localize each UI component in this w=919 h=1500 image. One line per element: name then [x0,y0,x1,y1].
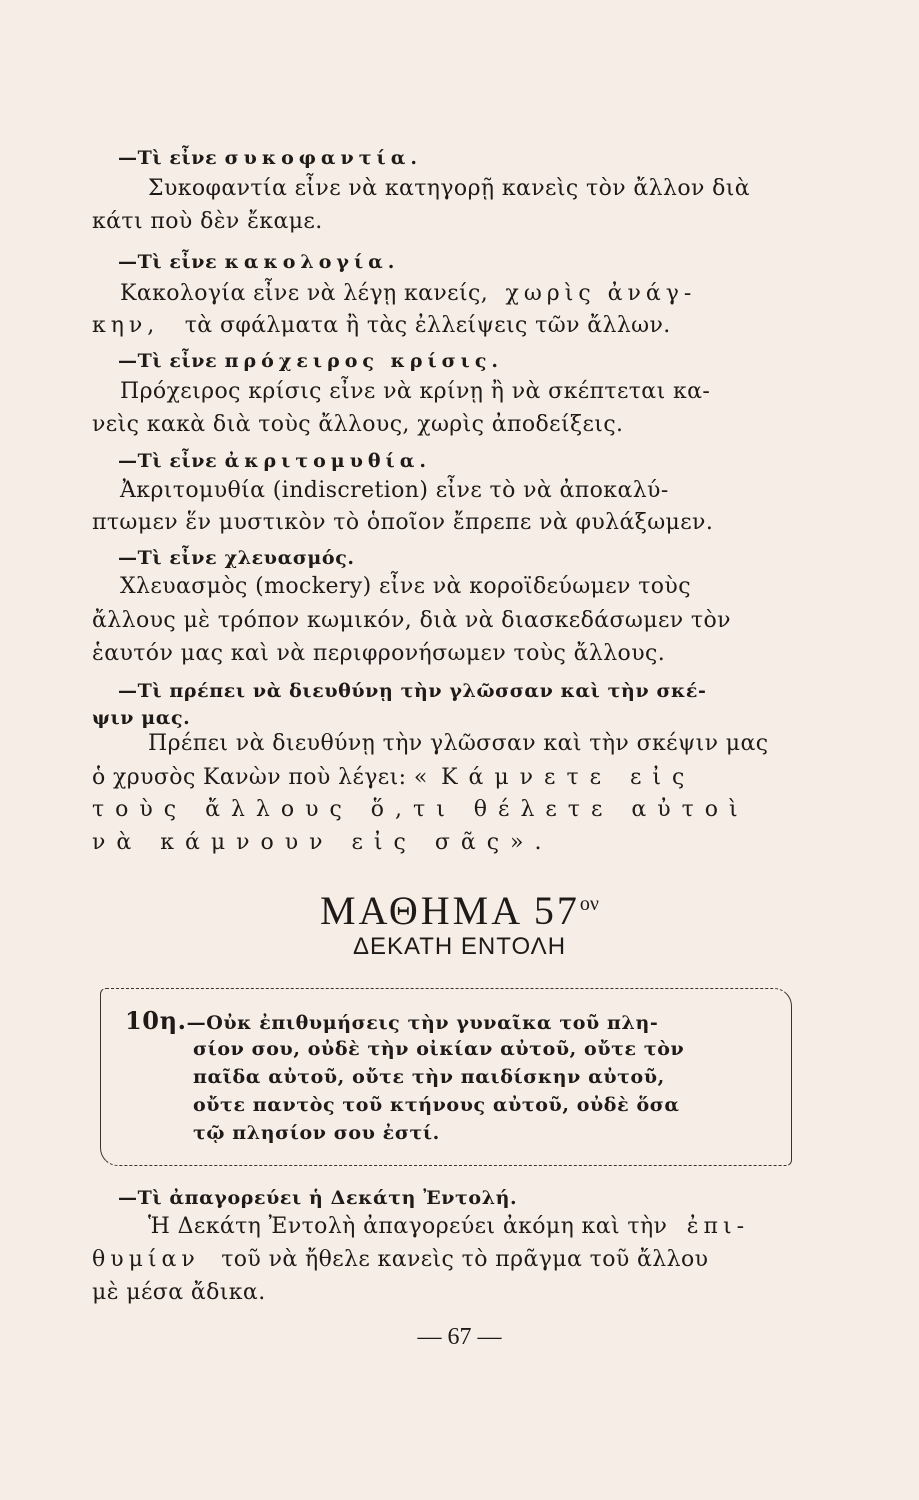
commandment-line: παῖδα αὐτοῦ, οὔτε τὴν παιδίσκην αὐτοῦ, [193,1066,665,1088]
page-number: — 67 — [417,1324,502,1350]
question-glossa: —Τὶ πρέπει νὰ διευθύνῃ τὴν γλῶσσαν καὶ τὴν σκέ- [118,680,707,702]
answer-line: νὰ κάμνουν εἰς σᾶς». [92,830,553,855]
answer-line: ἑαυτόν μας καὶ νὰ περιφρονήσωμεν τοὺς ἄλλους. [92,641,666,666]
answer-line: Ἡ Δεκάτη Ἐντολὴ ἀπαγορεύει ἀκόμη καὶ τὴν ἐπι- [148,1214,750,1239]
question-procheiros-krisis: —Τὶ εἶνε πρόχειρος κρίσις. [118,350,504,372]
answer-line: πτωμεν ἕν μυστικὸν τὸ ὁποῖον ἔπρεπε νὰ φυλάξωμεν. [92,510,714,535]
commandment-line: τῷ πλησίον σου ἐστί. [193,1122,440,1144]
answer-line: μὲ μέσα ἄδικα. [92,1280,266,1305]
commandment-line: 10η.—Οὐκ ἐπιθυμήσεις τὴν γυναῖκα τοῦ πλη- [125,1006,659,1035]
answer-line: Κακολογία εἶνε νὰ λέγῃ κανείς, χωρὶς ἀνάγ- [120,281,697,306]
question-sykofantia: —Τὶ εἶνε συκοφαντία. [118,147,422,169]
answer-line: θυμίαν τοῦ νὰ ἤθελε κανεὶς τὸ πρᾶγμα τοῦ ἄλλου [92,1247,709,1272]
answer-line: ὁ χρυσὸς Κανὼν ποὺ λέγει: « Κάμνετε εἰς [92,765,696,790]
answer-line: ἄλλους μὲ τρόπον κωμικόν, διὰ νὰ διασκεδάσωμεν τὸν [92,608,731,633]
question-glossa-cont: ψιν μας. [92,707,191,729]
lesson-title: ΜΑΘΗΜΑ $57^{o\nu}$ [320,888,599,933]
answer-line: Ἀκριτομυθία (indiscretion) εἶνε τὸ νὰ ἀποκαλύ- [120,478,669,503]
answer-line: νεὶς κακὰ διὰ τοὺς ἄλλους, χωρὶς ἀποδείξεις. [92,412,624,437]
answer-line: Συκοφαντία εἶνε νὰ κατηγορῇ κανεὶς τὸν ἄλλον διὰ [148,176,751,201]
commandment-line: σίον σου, οὐδὲ τὴν οἰκίαν αὐτοῦ, οὔτε τὸν [193,1038,685,1060]
answer-line: Πρέπει νὰ διευθύνῃ τὴν γλῶσσαν καὶ τὴν σκέψιν μας [148,731,769,756]
answer-line: κην, τὰ σφάλματα ἢ τὰς ἐλλείψεις τῶν ἄλλων. [92,313,671,338]
answer-line: Χλευασμὸς (mockery) εἶνε νὰ κοροϊδεύωμεν τοὺς [120,574,691,599]
question-akritomythia: —Τὶ εἶνε ἀκριτομυθία. [118,450,431,472]
question-chleuasmos: —Τὶ εἶνε χλευασμός. [118,547,355,569]
commandment-line: οὔτε παντὸς τοῦ κτήνους αὐτοῦ, οὐδὲ ὅσα [193,1094,680,1116]
answer-line: τοὺς ἄλλους ὅ,τι θέλετε αὐτοὶ [92,797,749,822]
answer-line: κάτι ποὺ δὲν ἔκαμε. [92,209,323,234]
answer-line: Πρόχειρος κρίσις εἶνε νὰ κρίνῃ ἢ νὰ σκέπτεται κα- [120,379,711,404]
question-kakologia: —Τὶ εἶνε κακολογία. [118,251,400,273]
question-dekati: —Τὶ ἀπαγορεύει ἡ Δεκάτη Ἐντολή. [118,1187,518,1209]
lesson-subtitle: ΔΕΚΑΤΗ ΕΝΤΟΛΗ [352,933,567,960]
